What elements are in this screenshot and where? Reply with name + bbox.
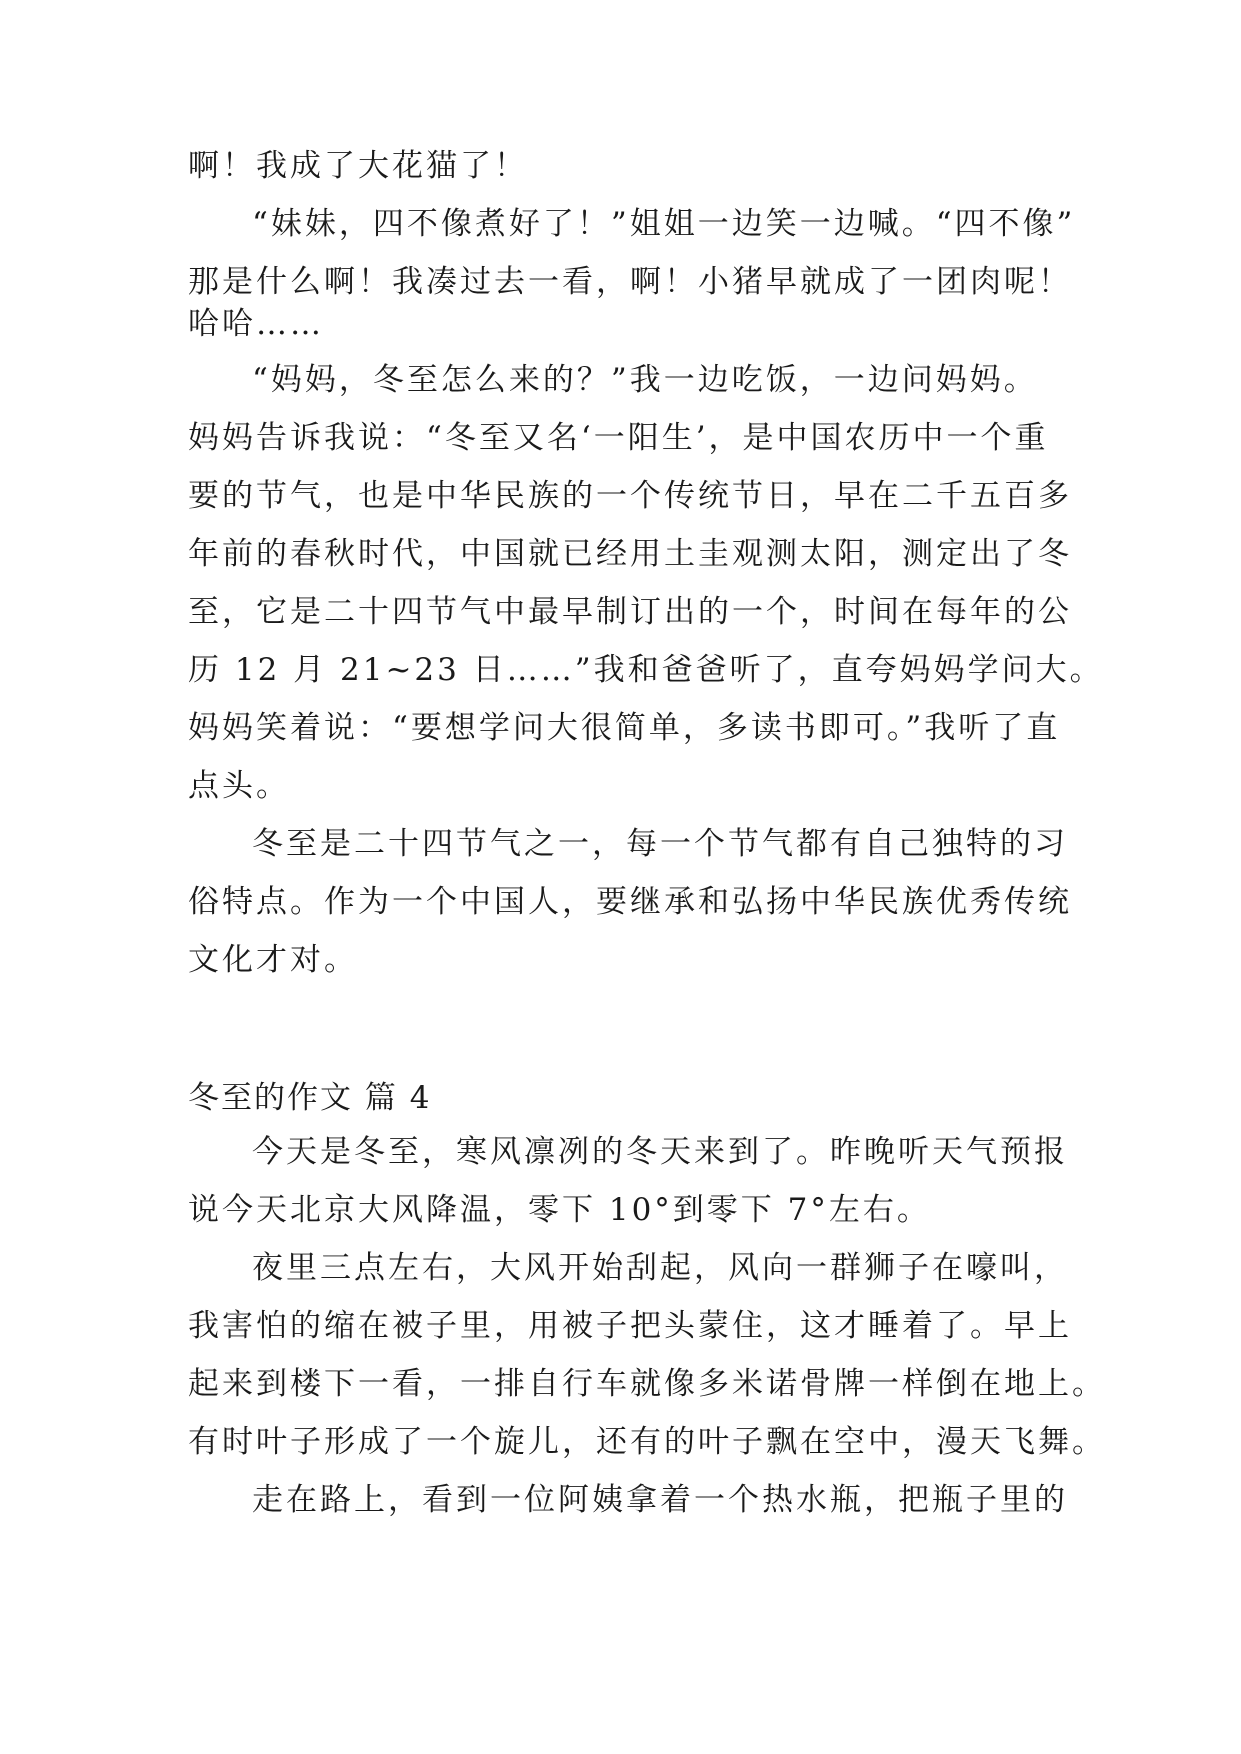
text-line: 点头。	[188, 768, 290, 804]
text-line: 要的节气，也是中华民族的一个传统节日，早在二千五百多	[188, 478, 1072, 514]
text-line: 年前的春秋时代，中国就已经用土圭观测太阳，测定出了冬	[188, 536, 1072, 572]
text-line: 今天是冬至，寒风凛冽的冬天来到了。昨晚听天气预报	[252, 1134, 1068, 1170]
text-line: 历 12 月 21~23 日……”我和爸爸听了，直夸妈妈学问大。	[188, 652, 1104, 688]
text-line: 起来到楼下一看，一排自行车就像多米诺骨牌一样倒在地上。	[188, 1366, 1106, 1402]
text-line: 我害怕的缩在被子里，用被子把头蒙住，这才睡着了。早上	[188, 1308, 1072, 1344]
text-line: 说今天北京大风降温，零下 10°到零下 7°左右。	[188, 1192, 931, 1228]
text-line: 妈妈告诉我说：“冬至又名‘一阳生’，是中国农历中一个重	[188, 420, 1049, 456]
text-line: 夜里三点左右，大风开始刮起，风向一群狮子在嚎叫，	[252, 1250, 1068, 1286]
text-line: 啊！我成了大花猫了！	[188, 148, 528, 184]
text-line: “妹妹，四不像煮好了！”姐姐一边笑一边喊。“四不像”	[252, 206, 1076, 242]
text-line: “妈妈，冬至怎么来的？”我一边吃饭，一边问妈妈。	[252, 362, 1038, 398]
text-line: 冬至是二十四节气之一，每一个节气都有自己独特的习	[252, 826, 1068, 862]
text-line: 俗特点。作为一个中国人，要继承和弘扬中华民族优秀传统	[188, 884, 1072, 920]
section-title: 冬至的作文 篇 4	[188, 1080, 432, 1116]
text-line: 有时叶子形成了一个旋儿，还有的叶子飘在空中，漫天飞舞。	[188, 1424, 1106, 1460]
text-line: 妈妈笑着说：“要想学问大很简单，多读书即可。”我听了直	[188, 710, 1061, 746]
text-line: 那是什么啊！我凑过去一看，啊！小猪早就成了一团肉呢！	[188, 264, 1072, 300]
text-line: 文化才对。	[188, 942, 358, 978]
text-line: 哈哈……	[188, 306, 324, 342]
text-line: 至，它是二十四节气中最早制订出的一个，时间在每年的公	[188, 594, 1072, 630]
text-line: 走在路上，看到一位阿姨拿着一个热水瓶，把瓶子里的	[252, 1482, 1068, 1518]
